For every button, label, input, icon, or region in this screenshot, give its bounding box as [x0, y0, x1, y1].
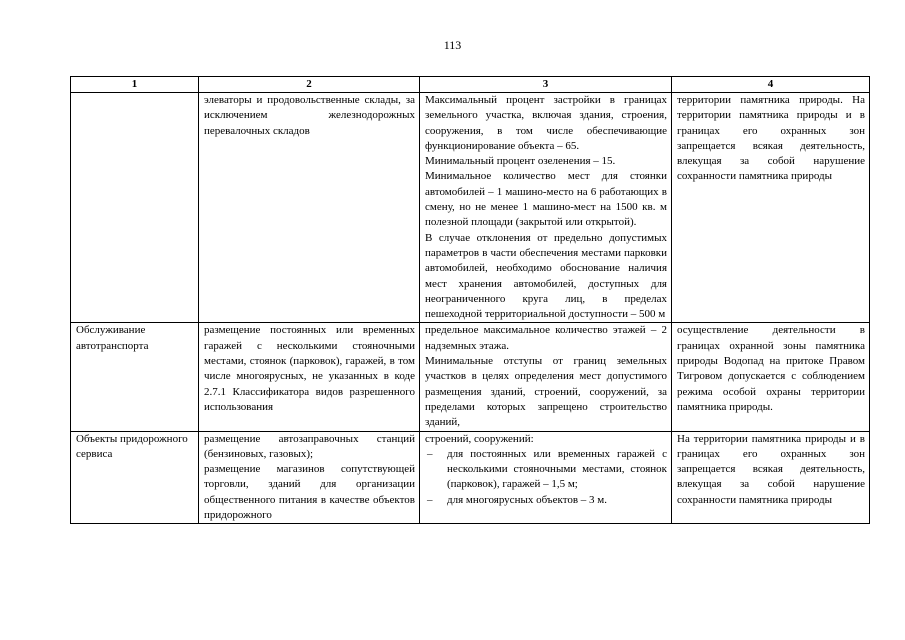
dash-marker: – [427, 447, 433, 460]
list-item [425, 493, 667, 508]
table-row [71, 93, 870, 323]
dash-list [425, 447, 667, 508]
cell-use-description: размещение постоянных или временных гаражей с несколькими стояночными местами, стоянок (парковок), гаражей, в том числе многоярусных, не указанных в коде 2.7.1 Классификатора видов разрешенного использования [199, 323, 420, 431]
list-item [425, 447, 667, 493]
list-item-text: для многоярусных объектов – 3 м. [447, 493, 608, 506]
use-paragraph: размещение магазинов сопутствующей торговли, зданий для организации общественного питания в качестве объектов придорожного [204, 463, 415, 522]
column-header-3: 3 [420, 77, 672, 93]
parameter-paragraph: Минимальный процент озеленения – 15. [425, 155, 616, 168]
parameter-paragraph: предельное максимальное количество этажей – 2 надземных этажа. [425, 324, 667, 352]
cell-use-type: Объекты придорожного сервиса [71, 431, 199, 524]
column-header-1: 1 [71, 77, 199, 93]
cell-restrictions: территории памятника природы. На территории памятника природы и в границах его охранных зон запрещается всякая деятельность, влекущая за собой нарушение сохранности памятника природы [672, 93, 870, 323]
parameter-paragraph: Максимальный процент застройки в границах земельного участка, включая здания, строения, сооружения, в том числе обеспечивающие функционирование объекта – 65. [425, 94, 667, 152]
regulations-table [70, 76, 870, 524]
table-header-row [71, 77, 870, 93]
dash-marker: – [427, 493, 433, 506]
cell-restrictions: На территории памятника природы и в границах его охранных зон запрещается всякая деятельность, влекущая за собой нарушение сохранности памятника природы [672, 431, 870, 524]
cell-use-type: Обслуживание автотранспорта [71, 323, 199, 431]
cell-restrictions: осуществление деятельности в границах охранной зоны памятника природы Водопад на притоке Правом Тигровом допускается с соблюдением режима особой охраны территории памятника природы. [672, 323, 870, 431]
column-header-4: 4 [672, 77, 870, 93]
list-item-text: для постоянных или временных гаражей с несколькими стояночными местами, стоянок (парковок), гаражей – 1,5 м; [447, 447, 667, 491]
table-row [71, 431, 870, 524]
page-number: 113 [443, 38, 462, 52]
parameter-paragraph: В случае отклонения от предельно допустимых параметров в части обеспечения местами парковки автомобилей, необходимо обоснование наличия мест хранения автомобилей, доступных для неограниченного круга лиц, в пределах пешеходной территориальной доступности – 500 м [425, 231, 667, 321]
cell-parameters [420, 323, 672, 431]
use-paragraph: размещение автозаправочных станций (бензиновых, газовых); [204, 432, 415, 460]
table-row [71, 323, 870, 431]
cell-use-type [71, 93, 199, 323]
column-header-2: 2 [199, 77, 420, 93]
parameter-paragraph: Минимальное количество мест для стоянки автомобилей – 1 машино-место на 6 работающих в смену, но не менее 1 машино-мест на 1500 кв. м полезной площади (закрытой или открытой). [425, 170, 667, 229]
cell-parameters [420, 431, 672, 524]
parameter-paragraph: Минимальные отступы от границ земельных участков в целях определения мест допустимого размещения зданий, строений, сооружений, за пределами которых запрещено строительство зданий, [425, 355, 667, 429]
cell-use-description: элеваторы и продовольственные склады, за исключением железнодорожных перевалочных складов [199, 93, 420, 323]
cell-use-description [199, 431, 420, 524]
parameter-paragraph: строений, сооружений: [425, 432, 534, 445]
cell-parameters [420, 93, 672, 323]
